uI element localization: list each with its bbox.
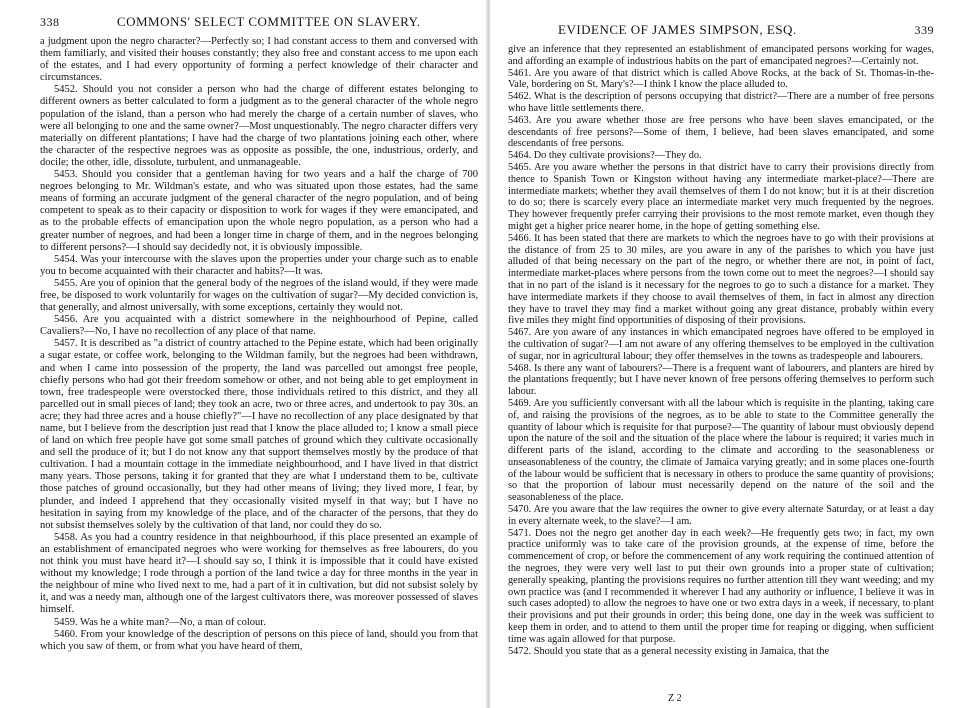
paragraph: 5456. Are you acquainted with a district somewhere in the neighbourhood of Pepine, called Cavaliers?—No, I have no recollection of any place of that name. bbox=[40, 314, 478, 338]
paragraph: a judgment upon the negro character?—Perfectly so; I had constant access to them and conversed with them familiarly, and visited their houses constantly; they also free and constant access to me upon each of the estates, and I had every opportunity of forming a perfect knowledge of their character and circumstances. bbox=[40, 36, 478, 84]
paragraph: 5465. Are you aware whether the persons in that district have to carry their provisions directly from thence to Spanish Town or Kingston without having any intermediate market-place?—There are intermediate markets; whether they avail themselves of them I do not know; but it is at their discretion to do so; there is scarcely every place an intermediate market very much frequented by the negroes. They however frequently prefer carrying their provisions to the most remote market, even though they might get a higher price nearer home, in the hope of getting something else. bbox=[508, 161, 934, 232]
paragraph: 5470. Are you aware that the law requires the owner to give every alternate Saturday, or at least a day in every alternate week, to the slave?—I am. bbox=[508, 504, 934, 527]
right-page-text bbox=[508, 44, 934, 657]
paragraph: 5469. Are you sufficiently conversant with all the labour which is requisite in the planting, taking care of, and raising the provisions of the negroes, as to be able to state to the Committee generally the quantity of labour which is requisite for that purpose?—The quantity of labour must obviously depend upon the nature of the soil and the situation of the place where the labour is required; it varies much in different parts of the island, according to the climate and according to the seasonableness or unseasonableness of the country, the climate of Jamaica varying greatly; and in some places one-fourth of the labour would be sufficient that is necessary in others to produce the same quantity of provisions; so that the proportion of labour must necessarily depend on the nature of the soil and the seasonableness of the place. bbox=[508, 397, 934, 504]
paragraph: 5454. Was your intercourse with the slaves upon the properties under your charge such as to enable you to become acquainted with their character and habits?—It was. bbox=[40, 253, 478, 277]
paragraph: 5453. Should you consider that a gentleman having for two years and a half the charge of 700 negroes belonging to Mr. Wildman's estate, and who was situated upon those estates, had the same means of forming an accurate judgment of the general character of the negro population, and of being competent to speak as to their capacity or disposition to work for wages if they were emancipated, and as to the probable effects of emancipation upon the whole negro population, as a person who had a greater number of negroes, and had been a longer time in charge of them, and in the negroes belonging to different persons?—I should say decidedly not, it is obviously impossible. bbox=[40, 169, 478, 253]
signature-mark: Z 2 bbox=[668, 693, 682, 704]
paragraph: give an inference that they represented an establishment of emancipated persons working for wages, and affording an example of industrious habits on the part of emancipated negroes?—Certainly not. bbox=[508, 44, 934, 67]
left-page bbox=[0, 0, 488, 708]
left-running-title: COMMONS' SELECT COMMITTEE ON SLAVERY. bbox=[116, 14, 421, 29]
paragraph: 5467. Are you aware of any instances in which emancipated negroes have offered to be employed in the cultivation of sugar?—I am not aware of any offering themselves to be employed in the cultivation of sugar, nor in agricultural labour; they offer themselves in the towns as tradespeople and labourers. bbox=[508, 327, 934, 362]
paragraph: 5471. Does not the negro get another day in each week?—He frequently gets two; in fact, my own practice uniformly was to take care of the provision grounds, at the expense of time, before the commencement of crop, or before the commencement of any work requiring the continued attention of the negroes, they were very well last to put their own grounds into a proper state of cultivation; generally speaking, planting the provisions requires no further attention till they want weeding; and my own practice was (and I recommended it wherever I had any authority or influence, I believe it was in such cases adopted) to allow the negroes to have one or two extra days in a week, if necessary, to plant their provisions and put their grounds in order; this being done, one day in the week was sufficient to keep them in order, and to attend to them until the proper time for reaping or digging, when sufficient time was again allowed for that purpose. bbox=[508, 527, 934, 645]
paragraph: 5452. Should you not consider a person who had the charge of different estates belonging to different owners as better calculated to form a judgment as to the general character of the whole negro population of the island, than a person who had merely the charge of a certain number of slaves, who were all belonging to one and the same owner?—Most unquestionably. The negro character differs very materially on different plantations; I have had the charge of two plantations joining each other, where the character of the respective negroes was as opposite as possible, the one, industrious, orderly, and docile; the other, idle, dissolute, turbulent, and unmanageable. bbox=[40, 84, 478, 168]
paragraph: 5457. It is described as "a district of country attached to the Pepine estate, which had been originally a sugar estate, or coffee work, belonging to the Wildman family, but the negroes had been withdrawn, and when I came into possession of the property, the land was parcelled out amongst free people, chiefly persons who had got their freedom somehow or other, and not being able to get employment in town, free tradespeople were overstocked there, those individuals retired to this district, and they all parcelled out in small pieces of land; they took an acre, two or three acres, and undertook to pay 30s. an acre; they had three acres and a house chiefly?"—I have no recollection of any place designated by that name, but I believe from the description just read that I know the place alluded to; I know a small piece of land on which free people have got some small patches of ground which they cultivate occasionally and sell the produce of it; but I do not know any that support themselves mostly by the produce of that cultivation. I had a mountain cottage in the immediate neighbourhood, and I have lived in that district many years. Those persons, taking it for granted that they are what I understand them to be, cultivate those patches of ground occasionally, but they had other means of living; they lived more, I fear, by plunder, and indeed I apprehend that they occasionally visited myself in that way; but I have no hesitation in saying from my knowledge of the place, and of the character of the persons, that they do not subsist themselves solely by the cultivation of that land, nor could they do so. bbox=[40, 338, 478, 531]
paragraph: 5468. Is there any want of labourers?—There is a frequent want of labourers, and planters are hired by the plantations frequently; but I have never known of free persons offering themselves to perform such labour. bbox=[508, 362, 934, 398]
left-page-text bbox=[40, 36, 478, 653]
paragraph: 5458. As you had a country residence in that neighbourhood, if this place presented an example of an establishment of emancipated negroes who were working for themselves as free labourers, do you not think you must have heard it?—I should say so, I think it is impossible that it could have existed without my knowledge; I rode through a portion of the land twice a day for three months in the year in the neighbour of mine who lived next to me, had a part of it in cultivation, but did not subsist solely by it, and was a needy man, although one of the largest cultivators there, was moreover possessed of slaves himself. bbox=[40, 531, 478, 616]
right-page-header bbox=[508, 22, 934, 38]
paragraph: 5455. Are you of opinion that the general body of the negroes of the island would, if they were made free, be disposed to work voluntarily for wages on the cultivation of sugar?—My decided conviction is, that generally, and almost universally, with some exceptions, certainly they would not. bbox=[40, 277, 478, 314]
paragraph: 5466. It has been stated that there are markets to which the negroes have to go with their provisions at the distance of from 25 to 30 miles, are you aware in any of the parishes to which you have just alluded of that being necessary on the part of the negro, or whether there are not, in point of fact, intermediate market-places where persons from the town come out to meet the negroes?—I should say that in no part of the island is it necessary for the negroes to go to such a distance for a market. They have intermediate markets if they choose to avail themselves of them, in fact in almost any direction they have to travel they may find a market without going any great distance, probably within every five miles they might find opportunities of disposing of their provisions. bbox=[508, 232, 934, 327]
right-running-title: EVIDENCE OF JAMES SIMPSON, ESQ. bbox=[558, 22, 797, 37]
paragraph: 5464. Do they cultivate provisions?—They do. bbox=[508, 150, 702, 162]
right-page bbox=[488, 0, 980, 708]
paragraph: 5472. Should you state that as a general necessity existing in Jamaica, that the bbox=[508, 645, 830, 657]
paragraph: 5460. From your knowledge of the description of persons on this piece of land, should you from that which you saw of them, or from what you have heard of them, bbox=[40, 628, 478, 652]
left-page-header bbox=[40, 14, 478, 30]
paragraph: 5463. Are you aware whether those are free persons who have been slaves emancipated, or the descendants of free persons?—Some of them, I believe, had been slaves emancipated, and some descendants of free persons. bbox=[508, 114, 934, 150]
left-page-number: 338 bbox=[40, 15, 60, 29]
paragraph: 5459. Was he a white man?—No, a man of colour. bbox=[54, 616, 266, 628]
paragraph: 5461. Are you aware of that district which is called Above Rocks, at the back of St. Thomas-in-the-Vale, bordering on St. Mary's?—I think I know the place alluded to. bbox=[508, 67, 934, 91]
paragraph: 5462. What is the description of persons occupying that district?—There are a number of free persons who have little settlements there. bbox=[508, 91, 934, 114]
right-page-number: 339 bbox=[914, 23, 934, 37]
